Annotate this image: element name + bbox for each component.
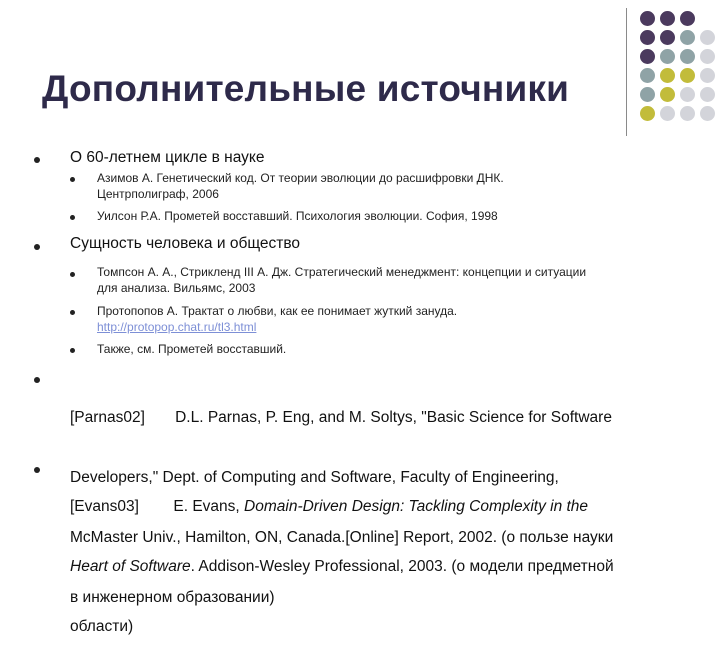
list-item: [70, 148, 265, 168]
dot: [640, 87, 655, 102]
dot: [680, 87, 695, 102]
bullet-icon: [70, 310, 75, 315]
bullet-icon: [34, 157, 40, 163]
dot: [700, 68, 715, 83]
dot: [700, 49, 715, 64]
dot: [660, 87, 675, 102]
item-text: О 60-летнем цикле в науке: [70, 149, 265, 166]
bullet-icon: [34, 467, 40, 473]
dot: [680, 11, 695, 26]
list-item: [70, 457, 690, 657]
dot: [640, 49, 655, 64]
item-line: [70, 557, 690, 577]
dot: [640, 68, 655, 83]
dot: [700, 87, 715, 102]
item-line: в инженерном образовании): [70, 589, 275, 606]
item-line: Developers," Dept. of Computing and Software, Faculty of Engineering,: [70, 469, 559, 486]
item-line: Томпсон А. А., Стрикленд III А. Дж. Стратегический менеджмент: концепции и ситуации: [97, 265, 587, 279]
bullet-icon: [70, 177, 75, 182]
sub-list-item: [97, 341, 697, 357]
bullet-icon: [70, 272, 75, 277]
item-line: для анализа. Вильямс, 2003: [97, 281, 256, 295]
list-item: [70, 234, 300, 254]
item-text: Сущность человека и общество: [70, 235, 301, 252]
item-line: Протопопов А. Трактат о любви, как ее понимает жуткий зануда.: [97, 304, 458, 318]
item-line: Также, см. Прометей восставший.: [97, 342, 287, 356]
dot: [640, 106, 655, 121]
bullet-icon: [34, 244, 40, 250]
bullet-icon: [34, 377, 40, 383]
item-line: [70, 497, 690, 517]
dot: [640, 30, 655, 45]
item-line: Азимов А. Генетический код. От теории эволюции до расшифровки ДНК.: [97, 171, 504, 185]
item-line: Уилсон Р.А. Прометей восставший. Психология эволюции. София, 1998: [97, 209, 498, 223]
dot: [680, 68, 695, 83]
book-title: Domain-Driven Design: Tackling Complexity in the: [244, 498, 589, 515]
dot: [660, 30, 675, 45]
dot: [660, 49, 675, 64]
dot: [660, 11, 675, 26]
sub-list-item: [97, 170, 697, 202]
dot: [700, 30, 715, 45]
bullet-icon: [70, 348, 75, 353]
dot: [680, 106, 695, 121]
sub-list-item: [97, 208, 697, 224]
item-text: . Addison-Wesley Professional, 2003. (о модели предметной: [190, 558, 614, 575]
book-title: Heart of Software: [70, 558, 191, 575]
dot: [700, 106, 715, 121]
item-line: McMaster Univ., Hamilton, ON, Canada.[Online] Report, 2002. (о пользе науки: [70, 529, 614, 546]
dot: [660, 106, 675, 121]
slide-title: Дополнительные источники: [42, 68, 570, 109]
dot: [640, 11, 655, 26]
item-line: Центрполиграф, 2006: [97, 187, 219, 201]
dot: [680, 49, 695, 64]
dot: [680, 30, 695, 45]
citation-key: [Evans03] E. Evans,: [70, 498, 245, 515]
sub-list-item: [97, 264, 697, 296]
item-line: области): [70, 618, 134, 635]
dot: [660, 68, 675, 83]
item-line: [Parnas02] D.L. Parnas, P. Eng, and M. Soltys, "Basic Science for Software: [70, 409, 612, 426]
title-divider-line: [626, 8, 627, 136]
sub-list-item: [97, 303, 697, 335]
bullet-icon: [70, 215, 75, 220]
source-link[interactable]: http://protopop.chat.ru/tl3.html: [97, 320, 257, 334]
